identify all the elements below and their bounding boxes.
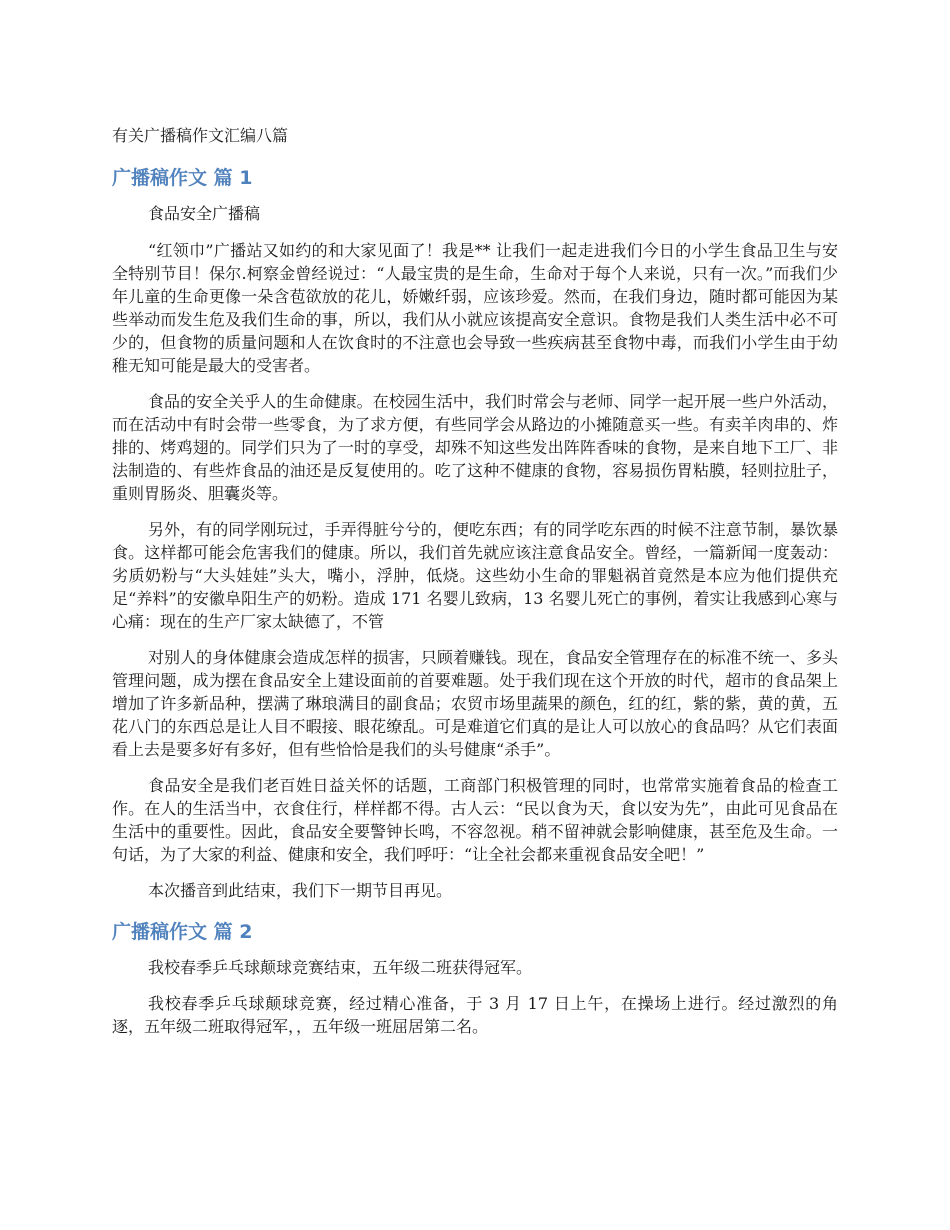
- section-2: [112, 918, 838, 1038]
- paragraph: “红领巾”广播站又如约的和大家见面了！我是** 让我们一起走进我们今日的小学生食品卫生与安全特别节目！保尔.柯察金曾经说过：“人最宝贵的是生命，生命对于每个人来说，只有一次。”而我们少年儿童的生命更像一朵含苞欲放的花儿，娇嫩纤弱，应该珍爱。然而，在我们身边，随时都可能因为某些举动而发生危及我们生命的事，所以，我们从小就应该提高安全意识。食物是我们人类生活中必不可少的，但食物的质量问题和人在饮食时的不注意也会导致一些疾病甚至食物中毒，而我们小学生由于幼稚无知可能是最大的受害者。: [112, 241, 838, 375]
- paragraph: 另外，有的同学刚玩过，手弄得脏兮兮的，便吃东西；有的同学吃东西的时候不注意节制，暴饮暴食。这样都可能会危害我们的健康。所以，我们首先就应该注意食品安全。曾经，一篇新闻一度轰动：劣质奶粉与“大头娃娃”头大，嘴小，浮肿，低烧。这些幼小生命的罪魁祸首竟然是本应为他们提供充足“养料”的安徽阜阳生产的奶粉。造成 171 名婴儿致病，13 名婴儿死亡的事例，着实让我感到心寒与心痛：现在的生产厂家太缺德了，不管: [112, 520, 838, 631]
- section-heading: 广播稿作文 篇 2: [112, 921, 253, 943]
- document-title: 有关广播稿作文汇编八篇: [112, 126, 289, 145]
- paragraph: 本次播音到此结束，我们下一期节目再见。: [148, 881, 453, 900]
- paragraph: 食品的安全关乎人的生命健康。在校园生活中，我们时常会与老师、同学一起开展一些户外活动，而在活动中有时会带一些零食，为了求方便，有些同学会从路边的小摊随意买一些。有卖羊肉串的、炸排的、烤鸡翅的。同学们只为了一时的享受，却殊不知这些发出阵阵香味的食物，是来自地下工厂、非法制造的、有些炸食品的油还是反复使用的。吃了这种不健康的食物，容易损伤胃粘膜，轻则拉肚子，重则胃肠炎、胆囊炎等。: [112, 392, 838, 503]
- section-heading: 广播稿作文 篇 1: [112, 167, 253, 189]
- paragraph: 对别人的身体健康会造成怎样的损害，只顾着赚钱。现在，食品安全管理存在的标准不统一、多头管理问题，成为摆在食品安全上建设面前的首要难题。处于我们现在这个开放的时代，超市的食品架上增加了许多新品种，摆满了琳琅满目的副食品；农贸市场里蔬果的颜色，红的红，紫的紫，黄的黄，五花八门的东西总是让人目不暇接、眼花缭乱。可是难道它们真的是让人可以放心的食品吗？从它们表面看上去是要多好有多好，但有些恰恰是我们的头号健康“杀手”。: [112, 648, 838, 759]
- paragraph: 食品安全是我们老百姓日益关怀的话题，工商部门积极管理的同时，也常常实施着食品的检查工作。在人的生活当中，衣食住行，样样都不得。古人云：“民以食为天，食以安为先”，由此可见食品在生活中的重要性。因此，食品安全要警钟长鸣，不容忽视。稍不留神就会影响健康，甚至危及生命。一句话，为了大家的利益、健康和安全，我们呼吁：“让全社会都来重视食品安全吧！”: [112, 776, 838, 864]
- section-1: [112, 164, 838, 902]
- paragraph: 我校春季乒乓球颠球竞赛结束，五年级二班获得冠军。: [148, 958, 533, 977]
- paragraph: 食品安全广播稿: [148, 204, 261, 223]
- paragraph: 我校春季乒乓球颠球竞赛，经过精心准备，于 3 月 17 日上午，在操场上进行。经过激烈的角逐，五年级二班取得冠军，，五年级一班屈居第二名。: [112, 994, 838, 1036]
